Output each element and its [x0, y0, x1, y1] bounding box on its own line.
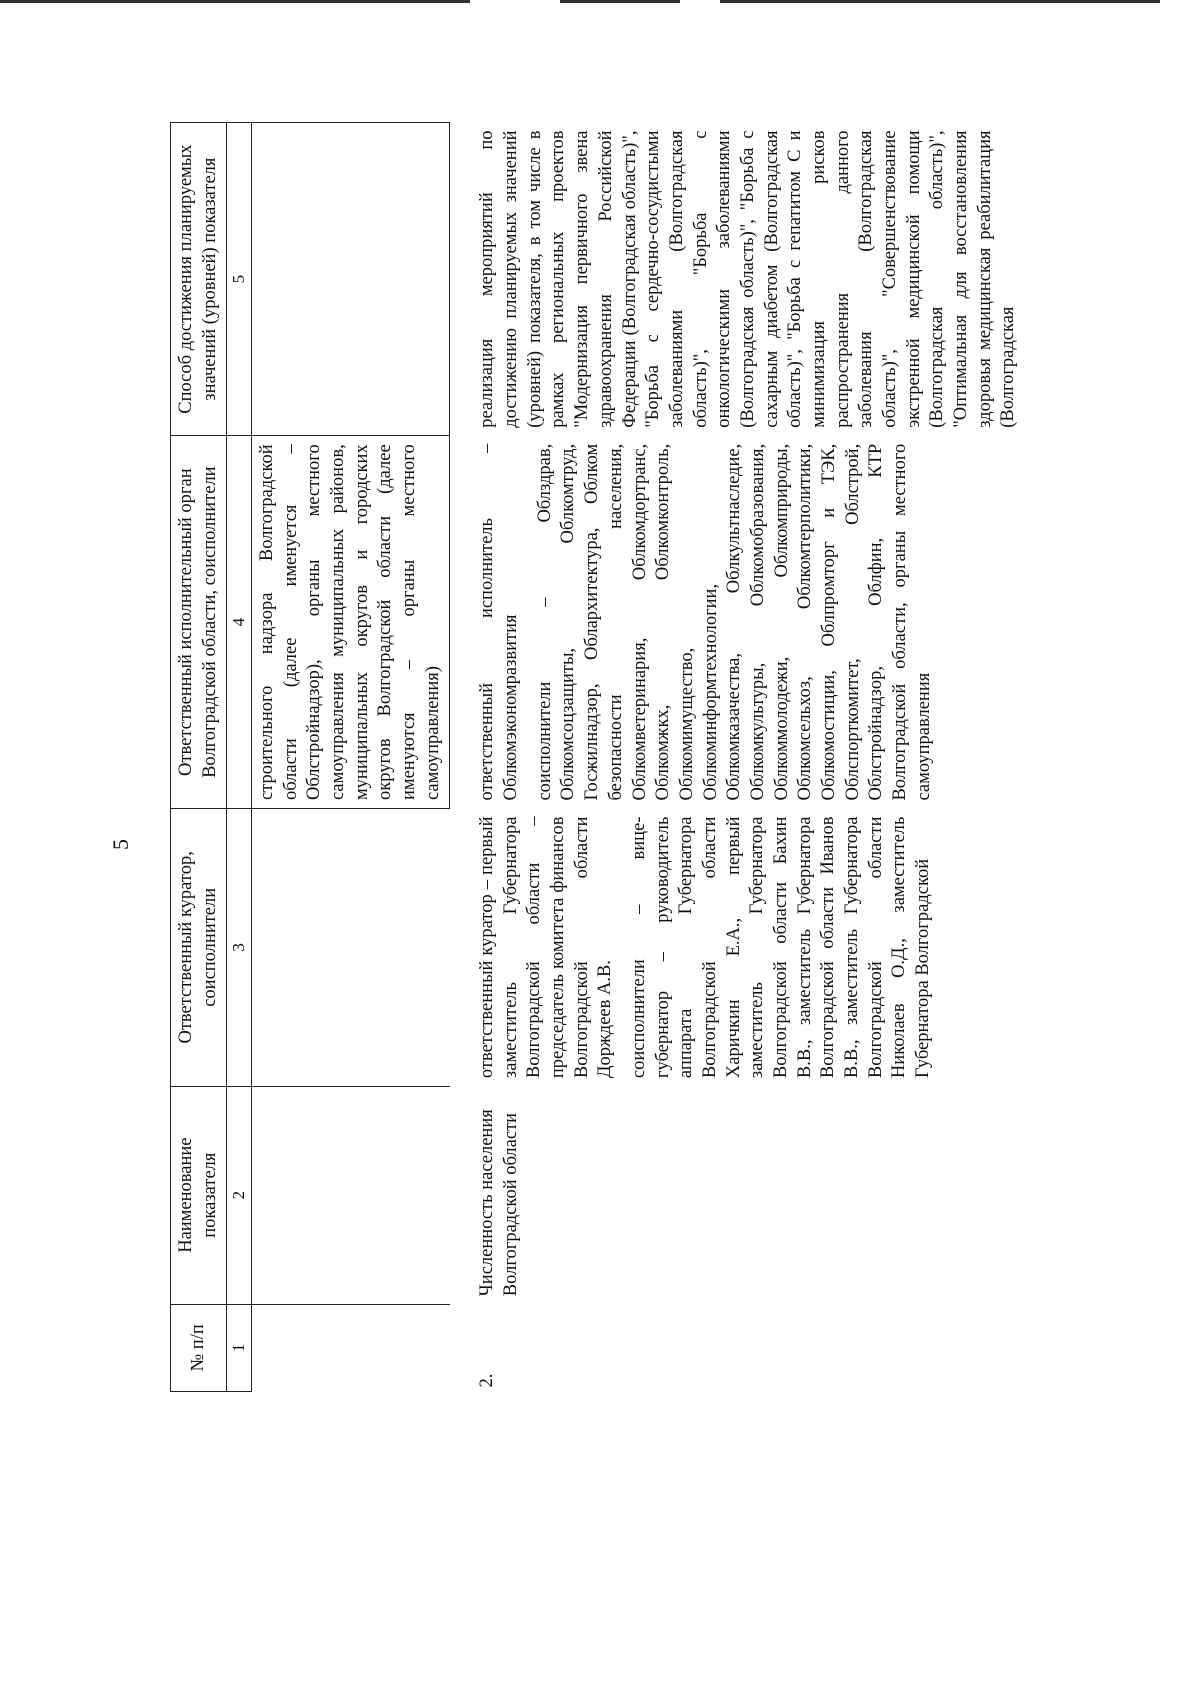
executor-main: ответственный исполнитель – Облкомэкономразвития — [477, 443, 522, 801]
row-num: 2. — [476, 1373, 497, 1388]
table-header-row — [171, 123, 227, 1392]
page-number: 5 — [108, 839, 133, 850]
table-row-2 — [450, 123, 1025, 1392]
header-curator: Ответственный куратор, соисполнители — [171, 809, 227, 1087]
header-num: № п/п — [171, 1304, 227, 1391]
column-number-row — [227, 123, 252, 1392]
column-number: 5 — [227, 123, 252, 436]
column-number: 2 — [227, 1086, 252, 1304]
scan-edge-line — [560, 0, 680, 3]
curator-main: ответственный куратор – первый заместитель Губернатора Волгоградской области – председатель комитета финансов Волгоградской области Дорждеев А.В. — [476, 816, 616, 1079]
header-method: Способ достижения планируемых значений (уровней) показателя — [171, 123, 227, 436]
column-number: 1 — [227, 1304, 252, 1391]
column-number: 4 — [227, 436, 252, 809]
curator-coexecutors: соисполнители – вице-губернатор – руководитель аппарата Губернатора Волгоградской области Харичкин Е.А., первый заместитель Губернатора Волгоградской области Бахин В.В., заместитель Губернатора Волгоградской области Иванов В.В., заместитель Губернатора Волгоградской области Николаев О.Д., заместитель Губернатора Волгоградской — [629, 816, 934, 1079]
row-method: реализация мероприятий по достижению планируемых значений (уровней) показателя, в том числе в рамках региональных проектов "Модернизация первичного звена здравоохранения Российской Федерации (Волгоградская область)", "Борьба с сердечно-сосудистыми заболеваниями (Волгоградская область)", "Борьба с онкологическими заболеваниями (Волгоградская область)", "Борьба с сахарным диабетом (Волгоградская область)", "Борьба с гепатитом С и минимизация рисков распространения данного заболевания (Волгоградская область)", "Совершенствование экстренной медицинской помощи (Волгоградская область)", "Оптимальная для восстановления здоровья медицинская реабилитация (Волгоградская — [477, 130, 1019, 428]
header-executor: Ответственный исполнительный орган Волгоградской области, соисполнители — [171, 436, 227, 809]
continuation-executor: строительного надзора Волгоградской области (далее именуется – Облстройнадзор), органы местного самоуправления муниципальных районов, муниципальных округов и городских округов Волгоградской области (далее именуются – органы местного самоуправления) — [252, 436, 450, 809]
rotated-page-content — [170, 122, 1060, 1392]
scan-edge-line — [0, 0, 470, 3]
indicators-table — [170, 122, 1025, 1392]
row-curator — [450, 809, 1025, 1087]
table-row-continuation — [252, 123, 450, 1392]
header-name: Наименование показателя — [171, 1086, 227, 1304]
executor-coexecutors: соисполнители – Облздрав, Облкомсоцзащиты, Облкомтруд, Госжилнадзор, Облархитектура, Облком безопасности населения, Облкомветеринария, Облкомдортранс, Облкомжкх, Облкомконтроль, Облкомимущество, Облкоминформтехнологии, Облкомказачества, Облкультнаследие, Облкомкультуры, Облкомобразования, Облкоммолодежи, Облкомприроды, Облкомсельхоз, Облкомтерполитики, Облкомостиции, Облпромторг и ТЭК, Облспорткомитет, Облстрой, Облстройнадзор, Облфин, КТР Волгоградской области, органы местного самоуправления — [534, 443, 934, 801]
scan-edge-line — [720, 0, 1160, 3]
column-number: 3 — [227, 809, 252, 1087]
row-name: Численность населения Волгоградской области — [476, 1109, 521, 1297]
row-executor — [450, 436, 1025, 809]
